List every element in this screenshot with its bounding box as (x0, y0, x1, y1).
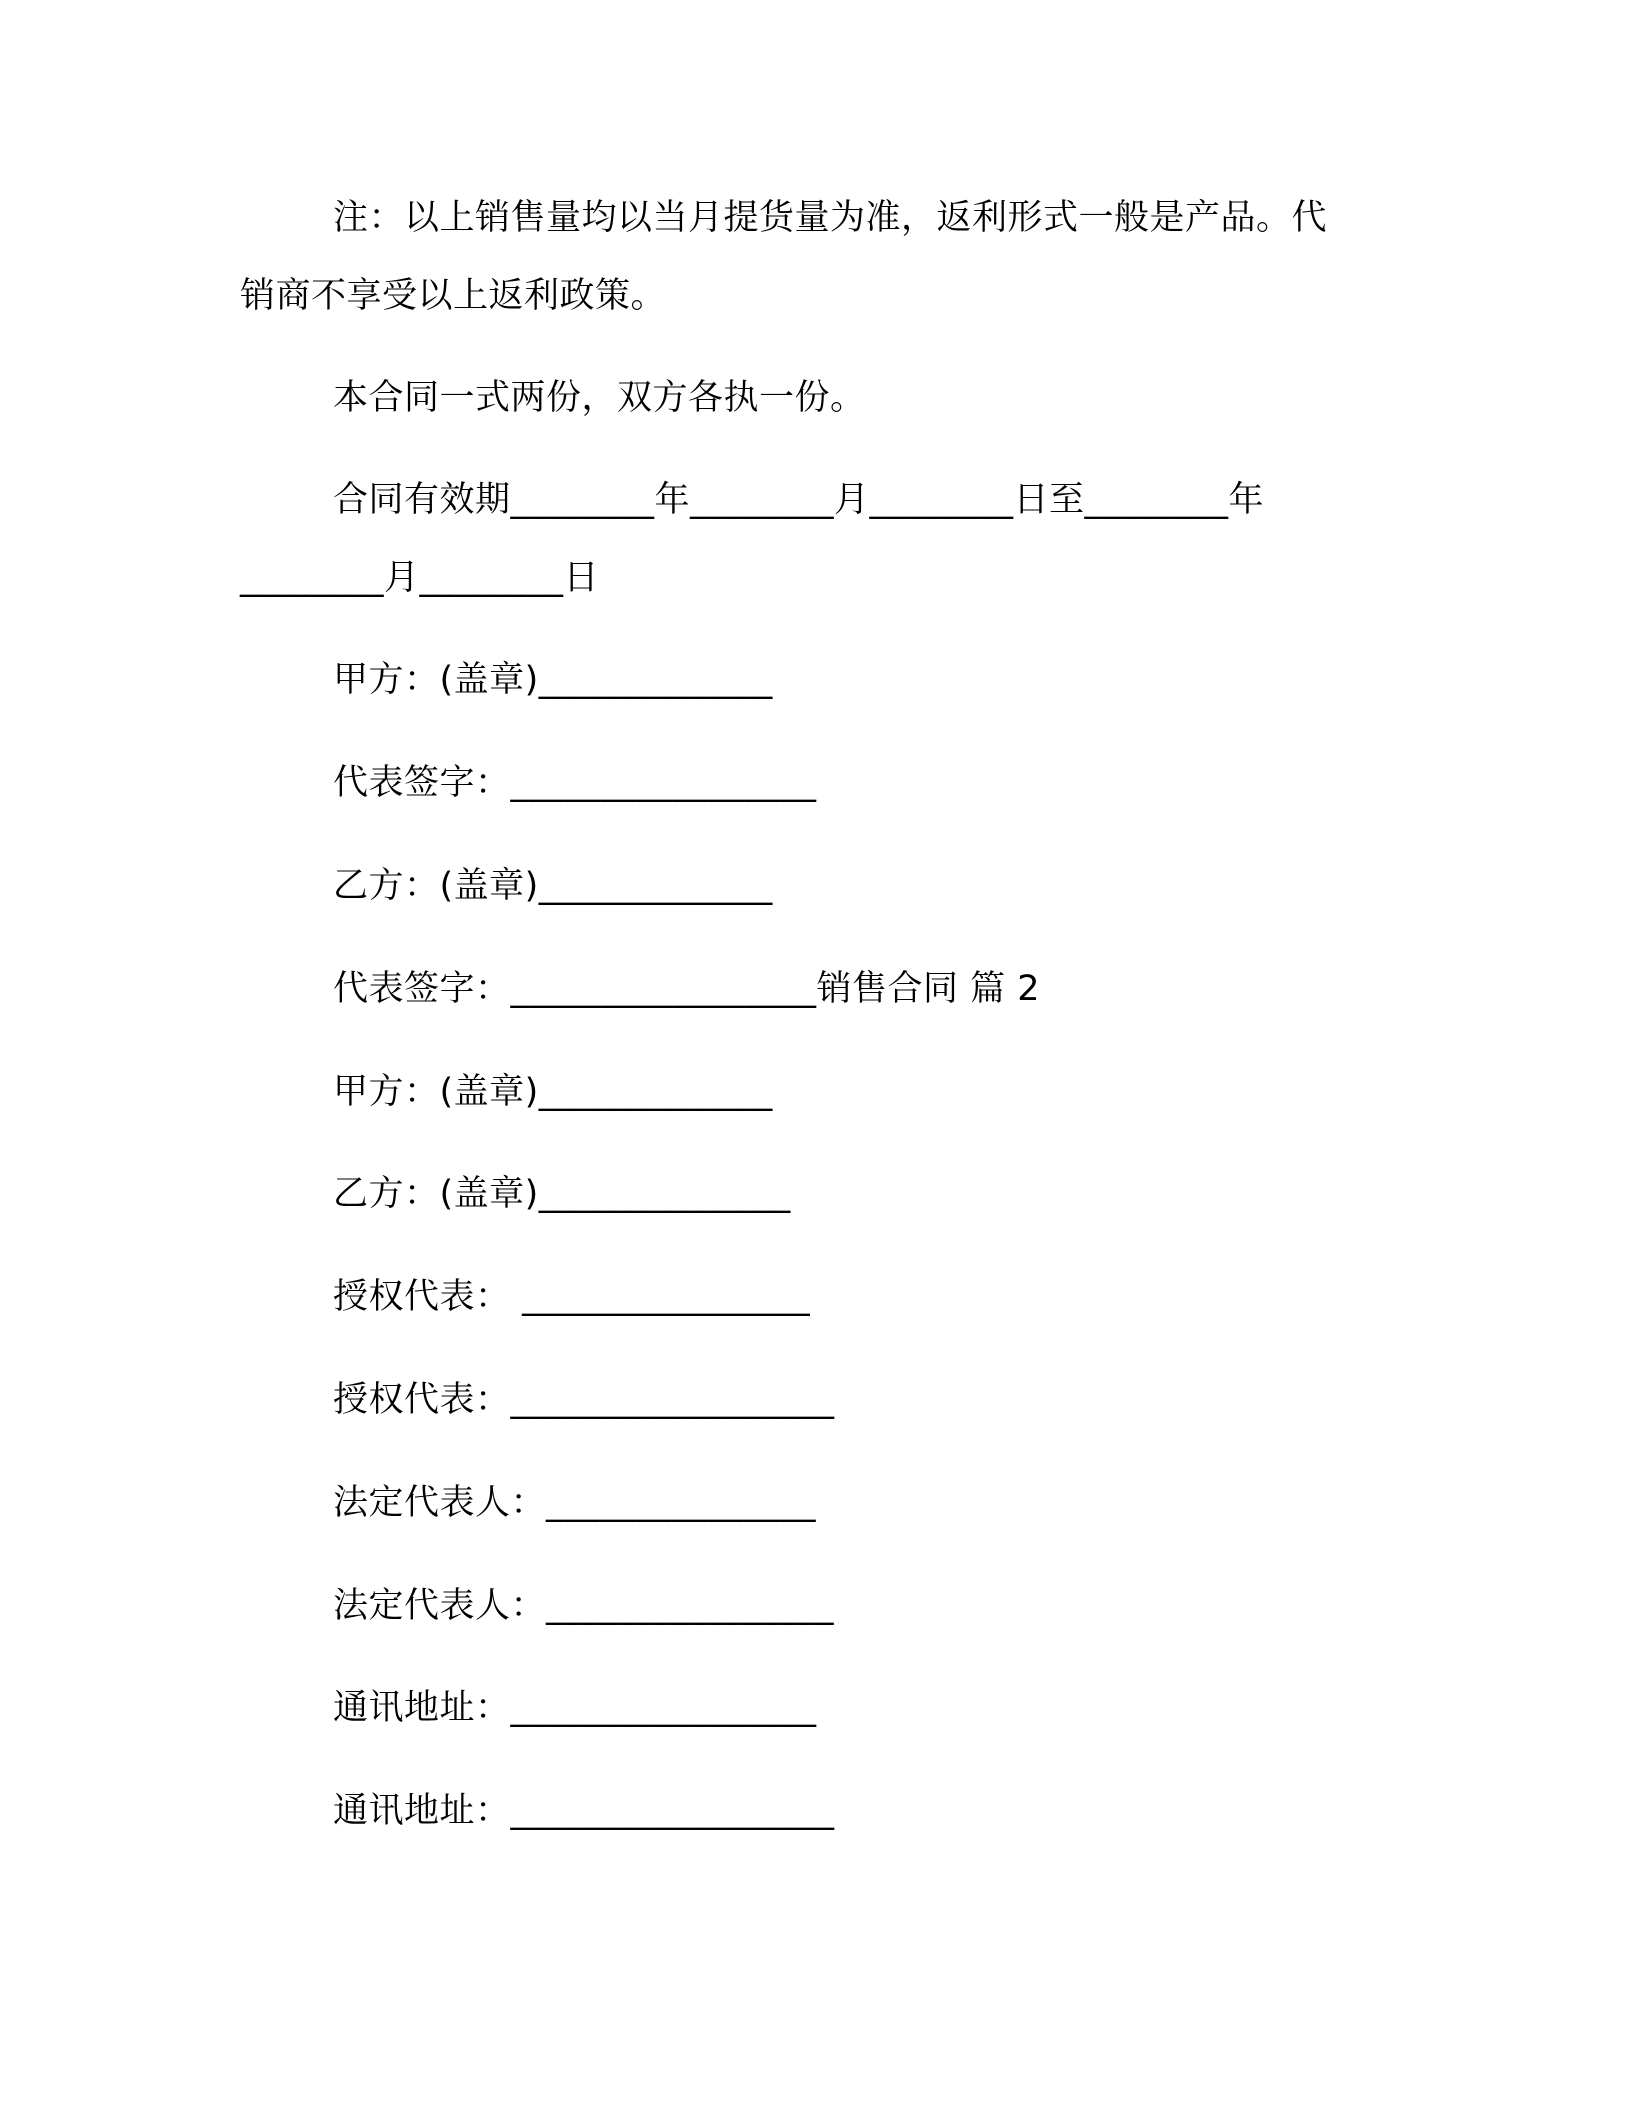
representative-signature-field-heading: 代表签字：_________________销售合同 篇 2 (333, 969, 1041, 1009)
validity-period-line-2: ________月________日 (240, 558, 600, 598)
legal-representative-field: 法定代表人：_______________ (333, 1483, 817, 1523)
copies-clause: 本合同一式两份，双方各执一份。 (333, 378, 866, 418)
representative-signature-field: 代表签字：_________________ (333, 763, 817, 803)
validity-period-line-1: 合同有效期________年________月________日至________年 (333, 480, 1265, 520)
party-b-seal-field: 乙方：(盖章)_____________ (333, 866, 773, 906)
note-paragraph-line-1: 注：以上销售量均以当月提货量为准，返利形式一般是产品。代 (333, 198, 1328, 238)
authorized-representative-field: 授权代表： ________________ (333, 1277, 811, 1317)
mailing-address-field: 通讯地址：_________________ (333, 1688, 817, 1728)
party-a-seal-field: 甲方：(盖章)_____________ (333, 660, 773, 700)
legal-representative-field: 法定代表人：________________ (333, 1586, 835, 1626)
authorized-representative-field: 授权代表：__________________ (333, 1380, 835, 1420)
note-paragraph-line-2: 销商不享受以上返利政策。 (240, 276, 667, 316)
party-b-seal-field: 乙方：(盖章)______________ (333, 1174, 791, 1214)
party-a-seal-field: 甲方：(盖章)_____________ (333, 1072, 773, 1112)
mailing-address-field: 通讯地址：__________________ (333, 1791, 835, 1831)
